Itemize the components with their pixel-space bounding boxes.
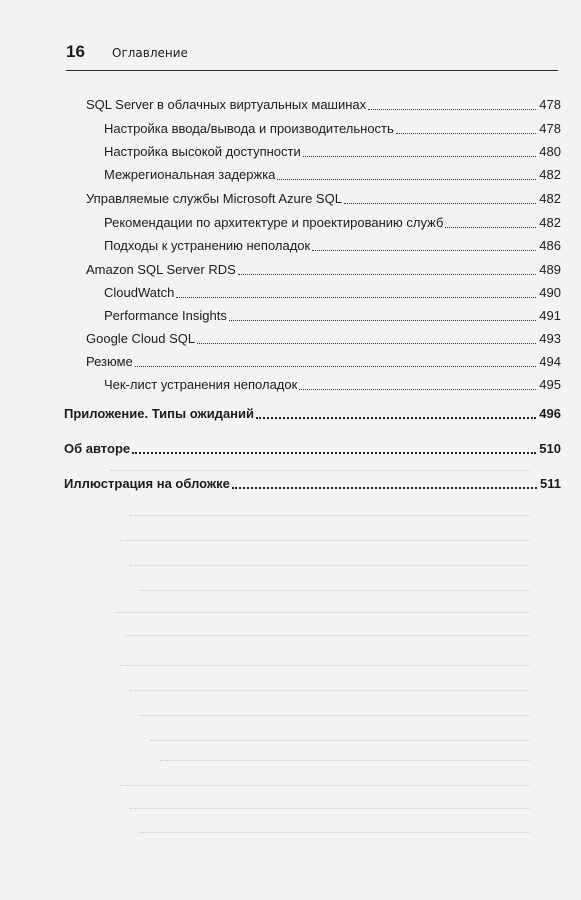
toc-entry-cover[interactable] (64, 476, 561, 492)
toc-entry-appendix[interactable] (64, 406, 561, 422)
toc-entry-page: 478 (539, 121, 561, 136)
dot-leader (176, 297, 536, 298)
dot-leader (197, 343, 536, 344)
toc-entry[interactable] (104, 238, 561, 254)
toc-entry-title: Управляемые службы Microsoft Azure SQL (86, 191, 342, 206)
toc-entry-title: Google Cloud SQL (86, 331, 196, 346)
toc-entry-page: 496 (539, 406, 561, 421)
toc-entry-page: 494 (539, 354, 561, 369)
toc-entry-title: Рекомендации по архитектуре и проектированию служб (104, 215, 444, 230)
toc-entry[interactable] (104, 144, 561, 160)
toc-entry-title: Настройка ввода/вывода и производительность (104, 121, 394, 136)
toc-entry-title: Об авторе (64, 441, 131, 456)
toc-entry-page: 482 (539, 167, 561, 182)
toc-entry-page: 490 (539, 285, 561, 300)
dot-leader (312, 250, 536, 251)
dot-leader (299, 389, 536, 390)
toc-entry-page: 478 (539, 97, 561, 112)
running-head-title: Оглавление (112, 46, 188, 60)
dot-leader (303, 156, 537, 157)
dot-leader (344, 203, 536, 204)
toc-entry-page: 493 (539, 331, 561, 346)
toc-entry-title: Приложение. Типы ожиданий (64, 406, 255, 421)
toc-entry-title: Чек-лист устранения неполадок (104, 377, 298, 392)
toc-entry[interactable] (86, 354, 561, 370)
toc-entry-title: Performance Insights (104, 308, 227, 323)
dot-leader (368, 109, 536, 110)
toc-entry[interactable] (104, 377, 561, 393)
dot-leader (396, 133, 537, 134)
toc-entry-page: 489 (539, 262, 561, 277)
toc-entry-title: Подходы к устранению неполадок (104, 238, 311, 253)
toc-entry-page: 511 (540, 476, 561, 491)
dot-leader (132, 452, 536, 454)
toc-entry-title: Настройка высокой доступности (104, 144, 301, 159)
page-header (66, 42, 561, 66)
toc-entry[interactable] (104, 167, 561, 183)
toc-entry[interactable] (86, 262, 561, 278)
dot-leader (256, 417, 536, 419)
toc-entry[interactable] (86, 331, 561, 347)
toc-entry-about-author[interactable] (64, 441, 561, 457)
toc-entry[interactable] (104, 285, 561, 301)
toc-entry-title: Иллюстрация на обложке (64, 476, 230, 491)
toc-entry-page: 482 (539, 215, 561, 230)
page-number: 16 (66, 42, 85, 61)
dot-leader (238, 274, 537, 275)
toc-entry[interactable] (86, 97, 561, 113)
toc-entry-page: 510 (539, 441, 561, 456)
dot-leader (229, 320, 536, 321)
toc-entry-page: 486 (539, 238, 561, 253)
dot-leader (277, 179, 536, 180)
toc-entry[interactable] (104, 308, 561, 324)
toc-entry[interactable] (104, 215, 561, 231)
toc-entry-title: Amazon SQL Server RDS (86, 262, 236, 277)
header-rule (66, 70, 558, 71)
toc-entry-page: 482 (539, 191, 561, 206)
toc-entry-page: 491 (539, 308, 561, 323)
toc-entry-title: Межрегиональная задержка (104, 167, 276, 182)
dot-leader (135, 366, 537, 367)
dot-leader (232, 487, 537, 489)
toc-entry-title: CloudWatch (104, 285, 175, 300)
toc-entry[interactable] (86, 191, 561, 207)
toc-entry-title: SQL Server в облачных виртуальных машинах (86, 97, 367, 112)
dot-leader (445, 227, 536, 228)
toc-entry-page: 495 (539, 377, 561, 392)
toc-entry-title: Резюме (86, 354, 133, 369)
toc-entry[interactable] (104, 121, 561, 137)
toc-entry-page: 480 (539, 144, 561, 159)
